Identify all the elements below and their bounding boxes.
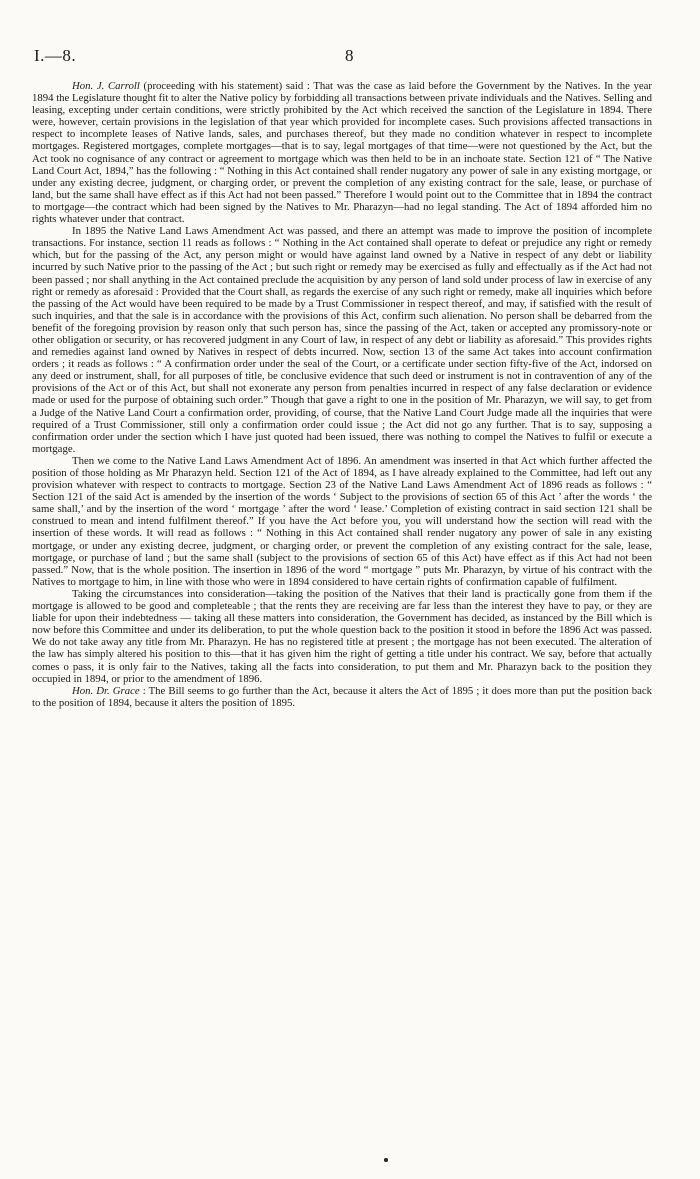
paragraph-grace — [32, 685, 652, 709]
paragraph-act-1896 — [32, 455, 652, 588]
paragraph-text: In 1895 the Native Land Laws Amendment Act was passed, and there an attempt was made to improve the position of incomplete transactions. For instance, section 11 reads as follows : “ Nothing in the Act contained shall operate to defeat or prejudice any right or remedy which, but for the passing of the Act, any person might or would have against land owned by a Native in respect of any debt or liability incurred by such Native prior to the passing of the Act ; but such right or remedy may be exercised as fully and effectually as if the Act had not been passed ; nor shall anything in the Act contained preclude the acquisition by any person of land sold under process of law in exercise of any right or remedy as aforesaid : Provided that the Court shall, as regards the exercise of any such right or remedy, make all inquiries which before the passing of the Act would have been required to be made by a Trust Commissioner in respect thereof, and may, if satisfied with the result of such inquiries, and that the sale is in accordance with the provisions of this Act, confirm such alienation. No person shall be debarred from the benefit of the foregoing provision by reason only that such person has, since the passing of the Act, taken or accepted any promissory-note or other obligation or security, or has recovered judgment in any Court of law, in respect of any debt or liability as aforesaid.” This provides rights and remedies against land owned by Natives in respect of debts incurred. Now, section 13 of the same Act takes into account confirmation orders ; it reads as follows : “ A confirmation order under the seal of the Court, or a certificate under section fifty-five of the Act, indorsed on any deed or instrument, shall, for all purposes of title, be conclusive evidence that such deed or instrument is not in contravention of any of the provisions of the Act or of this Act, but shall not exonerate any person from penalties incurred in respect of any false declaration or evidence made or used for the purpose of obtaining such order.” Though that gave a right to one in the position of Mr. Pharazyn, we will say, to get from a Judge of the Native Land Court a confirmation order, providing, of course, that the Native Land Court Judge made all the inquiries that were required of a Trust Commissioner, still only a confirmation order could issue ; the Act did not go any further. That is to say, supposing a confirmation order under the section which I have just quoted had been issued, there was nothing to compel the Natives to fulfil or execute a mortgage. — [32, 225, 652, 455]
paragraph-government-decision — [32, 588, 652, 685]
paragraph-act-1895 — [32, 225, 652, 455]
page-body — [32, 80, 652, 709]
paragraph-carroll-1894 — [32, 80, 652, 225]
paragraph-text: (proceeding with his statement) said : That was the case as laid before the Government by the Natives. In the year 1894 the Legislature thought fit to alter the Native policy by forbidding all transactions between private individuals and the Natives. Selling and leasing, excepting under certain conditions, were strictly prohibited by the Act which received the sanction of the Legislature in 1894. There were, however, certain provisions in the legislation of that year which provided for incomplete cases. Such provisions affected transactions in respect to incomplete leases of Native lands, sales, and purchases thereof, but they made no condition whatever in respect to incomplete mortgages. Registered mortgages, complete mortgages—that is to say, legal mortgages of that time—were not questioned by the Act, but the Act took no cognisance of any contract or agreement to mortgage which was then held to be in an inchoate state. Section 121 of “ The Native Land Court Act, 1894,” has the following : “ Nothing in this Act contained shall render nugatory any power of sale in any existing mortgage, or under any existing decree, judgment, or charging order, or prevent the completion of any existing contract for the sale, lease, or purchase of land, but the same shall have effect as if this Act had not been passed.” Therefore I would point out to the Committee that in 1894 the contract to mortgage—the contract which had been signed by the Natives to Mr. Pharazyn—had no legal standing. The Act of 1894 afforded him no rights whatever under that contract. — [32, 80, 652, 226]
page-number: 8 — [345, 46, 354, 65]
speaker-name: Hon. Dr. Grace — [72, 684, 140, 697]
document-reference: I.—8. — [34, 46, 77, 65]
paragraph-text: Taking the circumstances into consideration—taking the position of the Natives that their land is practically gone from them if the mortgage is allowed to be good and completeable ; that the rents they are receiving are far less than the interest they have to pay, or they are liable for upon their indebtedness — taking all these matters into consideration, the Government has decided, as instanced by the Bill which is now before this Committee and under its deliberation, to put the whole question back to the position it stood in before the 1896 Act was passed. We do not take away any title from Mr. Pharazyn. He has no registered title at present ; the mortgage has not been executed. The alteration of the law has simply altered his position to this—that it has given him the right of getting a title under his contract. We say, before that actually comes o pass, it is only fair to the Natives, taking all the facts into consideration, to put them and Mr. Pharazyn back to the position they occupied in 1894, or prior to the amendment of 1896. — [32, 587, 652, 685]
paragraph-text: Then we come to the Native Land Laws Amendment Act of 1896. An amendment was inserted in that Act which further affected the position of those holding as Mr Pharazyn held. Section 121 of the Act of 1894, as I have already explained to the Committee, had left out any provision whatever with respect to contracts to mortgage. Section 23 of the Native Land Laws Amendment Act of 1896 reads as follows : “ Section 121 of the said Act is amended by the insertion of the words ‘ Subject to the provisions of section 65 of this Act ’ after the words ‘ the same shall,’ and by the insertion of the word ‘ mortgage ’ after the word ‘ lease.’ Completion of existing contract in said section 121 shall be construed to mean and intend fulfilment thereof.” If you have the Act before you, you will understand how the section will read with the insertion of these words. It will read as follows : “ Nothing in this Act contained shall render nugatory any power of sale in any existing mortgage, or under any existing decree, judgment, or charging order, or prevent the completion of any existing contract for the sale, lease, mortgage, or purchase of land ; but the same shall (subject to the provisions of section 65 of this Act) have effect as if this Act had not been passed.” Now, that is the whole position. The insertion in 1896 of the word “ mortgage ” puts Mr. Pharazyn, by virtue of his contract with the Natives to mortgage to him, in line with those who were in 1894 considered to have certain rights of confirmation capable of fulfilment. — [32, 454, 652, 588]
running-header — [34, 46, 660, 66]
paragraph-text: : The Bill seems to go further than the Act, because it alters the Act of 1895 ; it does more than put the position back to the position of 1894, because it alters the position of 1895. — [32, 684, 652, 709]
page-mark — [384, 1158, 388, 1162]
speaker-name: Hon. J. Carroll — [72, 80, 140, 92]
